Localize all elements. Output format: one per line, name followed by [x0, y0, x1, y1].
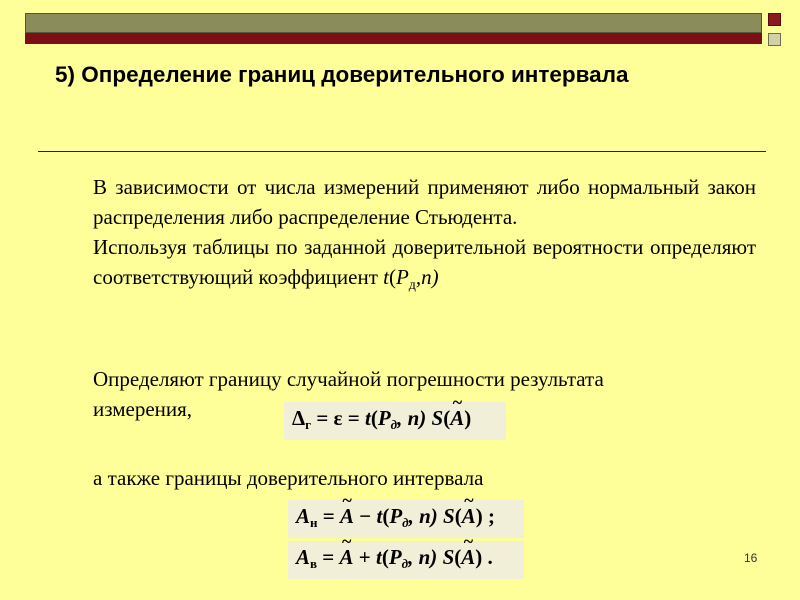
f-a-close: ): [464, 406, 472, 430]
fu-atil: ~ A: [340, 545, 354, 570]
fl-t: t: [376, 504, 383, 528]
formula-lower-bound: [288, 500, 524, 538]
corner-square-red: [768, 13, 781, 26]
coef-p: P: [395, 265, 409, 289]
fl-eq: =: [317, 504, 340, 528]
fl-a-open: (: [454, 504, 462, 528]
fu-open: (: [381, 545, 389, 569]
fl-a-close: ) ;: [475, 504, 495, 528]
coef-rest: ,n): [415, 265, 439, 289]
fl-open: (: [382, 504, 390, 528]
formula-error-bound: [284, 402, 506, 440]
fu-n: , n): [408, 545, 443, 569]
paragraph-coefficient-text: Используя таблицы по заданной доверительной вероятности определяют соответствующий коэффициент: [93, 235, 756, 289]
coef-open: (: [388, 265, 396, 289]
fu-a2: ~ A: [461, 545, 475, 570]
f-delta: Δ: [292, 406, 306, 430]
fl-op: −: [354, 504, 377, 528]
fu-eq: =: [317, 545, 340, 569]
coefficient-expression: [383, 265, 439, 293]
fl-s: S: [443, 504, 455, 528]
fl-n: , n): [408, 504, 444, 528]
fu-s: S: [442, 545, 455, 569]
fl-p-sub: д: [402, 515, 409, 530]
fu-a-open: (: [454, 545, 462, 569]
fu-p-sub: д: [401, 556, 409, 571]
header-bar-olive: [25, 13, 762, 33]
title-divider: [38, 151, 766, 152]
slide-title: 5) Определение границ доверительного интервала: [55, 62, 629, 87]
fl-a2: ~ A: [462, 504, 476, 529]
header-bar-red: [25, 33, 762, 44]
fu-p: P: [388, 545, 402, 569]
fl-a: A: [296, 504, 311, 528]
paragraph-interval: а также границы доверительного интервала: [93, 466, 484, 490]
f-rhs: = ε =: [311, 406, 365, 430]
f-p-sub: д: [390, 417, 398, 432]
f-p: P: [377, 406, 391, 430]
f-open: (: [370, 406, 378, 430]
fl-a-sub: н: [310, 515, 318, 530]
fu-t: t: [376, 545, 382, 569]
paragraph-coefficient: [93, 232, 756, 301]
slide-body: [93, 172, 756, 301]
fu-a-close: ) .: [475, 545, 493, 569]
coef-p-sub: д: [408, 278, 416, 293]
f-a-tilde: ~ A: [450, 406, 464, 431]
page-number: 16: [744, 551, 758, 565]
fl-p: P: [389, 504, 403, 528]
f-delta-sub: г: [305, 417, 312, 432]
f-a-open: (: [443, 406, 451, 430]
formula-upper-bound: [288, 541, 524, 579]
f-n: , n): [397, 406, 432, 430]
coef-t: t: [383, 265, 389, 289]
paragraph-error-line1: Определяют границу случайной погрешности результата: [93, 367, 604, 391]
fu-a-sub: в: [310, 556, 318, 571]
f-s: S: [431, 406, 444, 430]
fu-op: +: [353, 545, 376, 569]
fl-atil: ~ A: [340, 504, 354, 529]
f-t: t: [364, 406, 371, 430]
paragraph-error-line2: измерения,: [93, 397, 193, 421]
corner-square-beige: [768, 33, 781, 46]
fu-a: A: [296, 545, 311, 569]
paragraph-distribution: В зависимости от числа измерений применяют либо нормальный закон распределения либо распределение Стьюдента.: [93, 175, 756, 229]
